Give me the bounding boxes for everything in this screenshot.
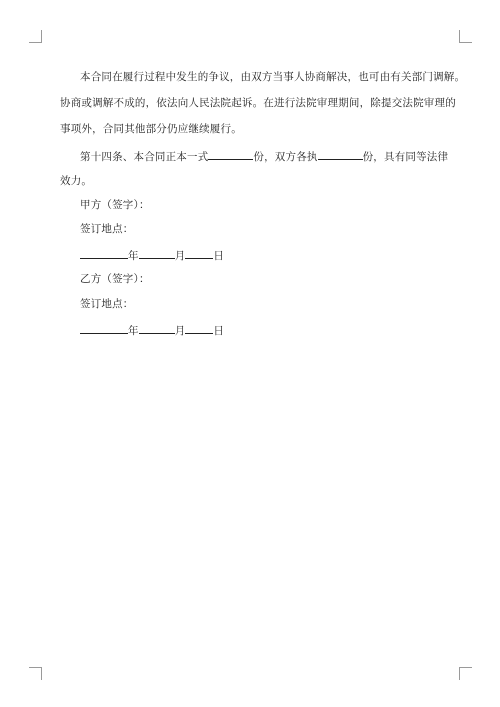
- party-a-place-label: 签订地点：: [80, 223, 134, 235]
- party-a-year-blank[interactable]: [80, 247, 128, 259]
- copies-each-blank[interactable]: [318, 148, 363, 160]
- paragraph-dispute-line-3: 事项外，合同其他部分仍应继续履行。: [60, 123, 242, 135]
- day-label: 日: [213, 325, 225, 337]
- party-b-date-line: [80, 322, 224, 338]
- crop-mark-top-left: [29, 30, 42, 43]
- article-14-prefix: 第十四条、本合同正本一式: [80, 151, 209, 163]
- party-b-year-blank[interactable]: [80, 322, 128, 334]
- year-label: 年: [128, 325, 139, 337]
- month-label: 月: [174, 325, 186, 337]
- crop-mark-top-right: [459, 30, 472, 43]
- party-a-day-blank[interactable]: [185, 247, 213, 259]
- party-a-date-line: [80, 247, 224, 263]
- copies-total-blank[interactable]: [208, 148, 253, 160]
- party-b-day-blank[interactable]: [185, 322, 213, 334]
- article-14-line-2: 效力。: [60, 175, 93, 187]
- paragraph-dispute-line-1: 本合同在履行过程中发生的争议，由双方当事人协商解决，也可由有关部门调解。: [80, 71, 466, 83]
- paragraph-dispute-line-2: 协商或调解不成的，依法向人民法院起诉。在进行法院审理期间，除提交法院审理的: [60, 97, 456, 109]
- crop-mark-bottom-left: [29, 667, 42, 680]
- article-14-suffix: 份，具有同等法律: [362, 151, 449, 163]
- party-b-month-blank[interactable]: [139, 322, 175, 334]
- party-b-place-label: 签订地点：: [80, 298, 134, 310]
- crop-mark-bottom-right: [459, 667, 472, 680]
- party-a-signature-label: 甲方（签字）：: [80, 199, 150, 211]
- day-label: 日: [213, 250, 225, 262]
- article-14-line-1: [80, 148, 448, 164]
- month-label: 月: [174, 250, 186, 262]
- year-label: 年: [128, 250, 139, 262]
- article-14-mid: 份，双方各执: [253, 151, 318, 163]
- party-a-month-blank[interactable]: [139, 247, 175, 259]
- party-b-signature-label: 乙方（签字）：: [80, 273, 150, 285]
